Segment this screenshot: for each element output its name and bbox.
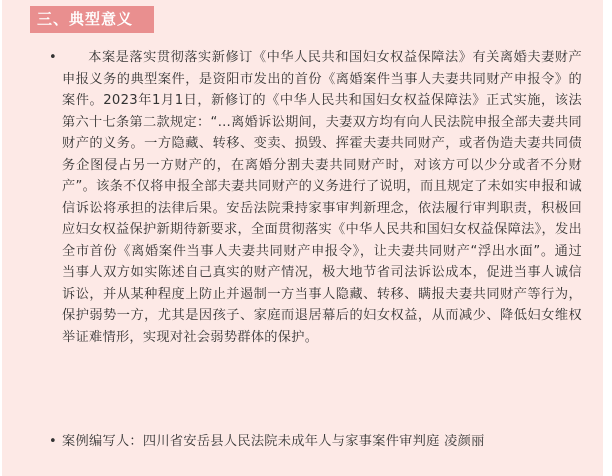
paragraph-case-author [49,431,582,453]
bullet-icon: • [49,50,57,65]
bullet-icon: • [49,434,57,449]
section-title: 三、典型意义 [30,6,154,33]
content-card [2,0,603,476]
paragraph-typical-significance [49,47,582,348]
case-author-text: 案例编写人：四川省安岳县人民法院未成年人与家事案件审判庭 凌颜丽 [62,434,485,449]
paragraph-text: 本案是落实贯彻落实新修订《中华人民共和国妇女权益保障法》有关离婚夫妻财产申报义务的典型案件，是资阳市发出的首份《离婚案件当事人夫妻共同财产申报令》的案件。2023年1月1日，新修订的《中华人民共和国妇女权益保障法》正式实施，该法第六十七条第二款规定：“…离婚诉讼期间，夫妻双方均有向人民法院申报全部夫妻共同财产的义务。一方隐藏、转移、变卖、损毁、挥霍夫妻共同财产，或者伪造夫妻共同债务企图侵占另一方财产的，在离婚分割夫妻共同财产时，对该方可以少分或者不分财产”。该条不仅将申报全部夫妻共同财产的义务进行了说明，而且规定了未如实申报和诚信诉讼将承担的法律后果。安岳法院秉持家事审判新理念，依法履行审判职责，积极回应妇女权益保护新期待新要求，全面贯彻落实《中华人民共和国妇女权益保障法》，发出全市首份《离婚案件当事人夫妻共同财产申报令》，让夫妻共同财产“浮出水面”。通过当事人双方如实陈述自己真实的财产情况，极大地节省司法诉讼成本，促进当事人诚信诉讼，并从某种程度上防止并遏制一方当事人隐藏、转移、瞒报夫妻共同财产等行为，保护弱势一方，尤其是因孩子、家庭而退居幕后的妇女权益，从而减少、降低妇女维权举证难情形，实现对社会弱势群体的保护。 [62,50,582,345]
